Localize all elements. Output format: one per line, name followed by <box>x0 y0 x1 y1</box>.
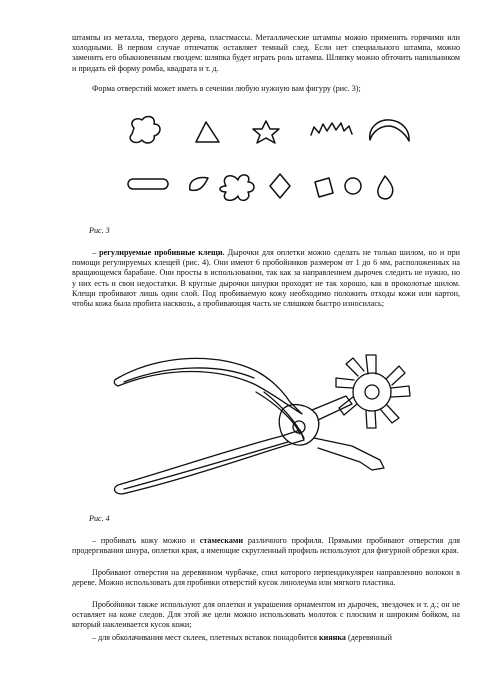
paragraph-chisels-rest: различного профиля. Прямыми пробивают отверстия для продергивания шнура, оплетки края, а имеющие скругленный профиль используют для фигурной обрезки края. <box>72 536 460 556</box>
upper-jaw <box>312 396 352 420</box>
drum-center <box>365 385 379 399</box>
lower-handle-grip <box>124 442 288 489</box>
punch-tube-3 <box>391 386 410 397</box>
paragraph-wooden-block: Пробивают отверстия на деревянном чурбачке, спил которого перпендикулярен направлению волокон в дереве. Можно использовать для пробивки отверстий кусок линолеума или мягкого пластика. <box>72 568 460 588</box>
paragraph-mallet <box>72 633 460 643</box>
punch-tube-5 <box>366 411 376 428</box>
dash: – <box>92 248 100 257</box>
lower-jaw <box>314 438 384 470</box>
upper-handle-grip <box>124 368 254 382</box>
paragraph-mallet-rest: (деревянный <box>345 633 392 642</box>
figure-4-caption: Рис. 4 <box>89 514 110 523</box>
revolving-drum <box>353 373 391 411</box>
paragraph-chisels-start: – пробивать кожу можно и <box>92 536 200 545</box>
paragraph-adjustable-punch-text: Дырочки для оплетки можно сделать не только шилом, но и при помощи регулируемых клещей (рис. 4). Они имеют 6 пробойников размером от 1 до 6 мм, расположенных на вращающемся барабане. Они просты в использовании, так как за направлением дырочек следить не нужно, но у них есть и свои недостатки. В круглые дырочки шнурки проходят не так хорошо, как в проколотые шилом. Клещи пробивают лишь один слой. Под пробиваемую кожу необходимо положить отходы кожи или картон, чтобы кожа была пробита насквозь, а пробивающая часть не слишком быстро износилась; <box>72 248 460 309</box>
paragraph-hole-shapes: Форма отверстий может иметь в сечении любую нужную вам фигуру (рис. 3); <box>92 84 361 93</box>
term-chisels: стамесками <box>199 536 244 545</box>
term-adjustable-punch: регулируемые пробивные клещи. <box>99 248 225 257</box>
paragraph-punches-ornament: Пробойники также используют для оплетки и украшения орнаментом из дырочек, звездочек и т. д.; он не оставляет на коже следов. Для этой же цели можно использовать молоток с плоским и широким бойком, на который наклеивается кусок кожи; <box>72 600 460 630</box>
paragraph-mallet-start: – для обколачивания мест склеек, плетеных вставок понадобится <box>92 633 320 642</box>
punch-tube-7 <box>336 378 354 388</box>
figure-3-caption: Рис. 3 <box>89 226 110 235</box>
paragraph-chisels <box>72 536 460 556</box>
paragraph-stamps: штампы из металла, твердого дерева, пластмассы. Металлические штампы можно применять горячими или холодными. В первом случае отпечаток оставляет темный след. Если нет специального штампа, можно заменить его обыкновенным гвоздем: шляпка будет играть роль штампа. Шляпку можно обточить напильником и придать ей форму ромба, квадрата и т. д. <box>72 33 460 73</box>
punch-tube-1 <box>366 355 376 374</box>
punch-tube-8 <box>346 358 364 376</box>
term-mallet: киянка <box>319 633 346 642</box>
upper-handle <box>114 358 302 414</box>
